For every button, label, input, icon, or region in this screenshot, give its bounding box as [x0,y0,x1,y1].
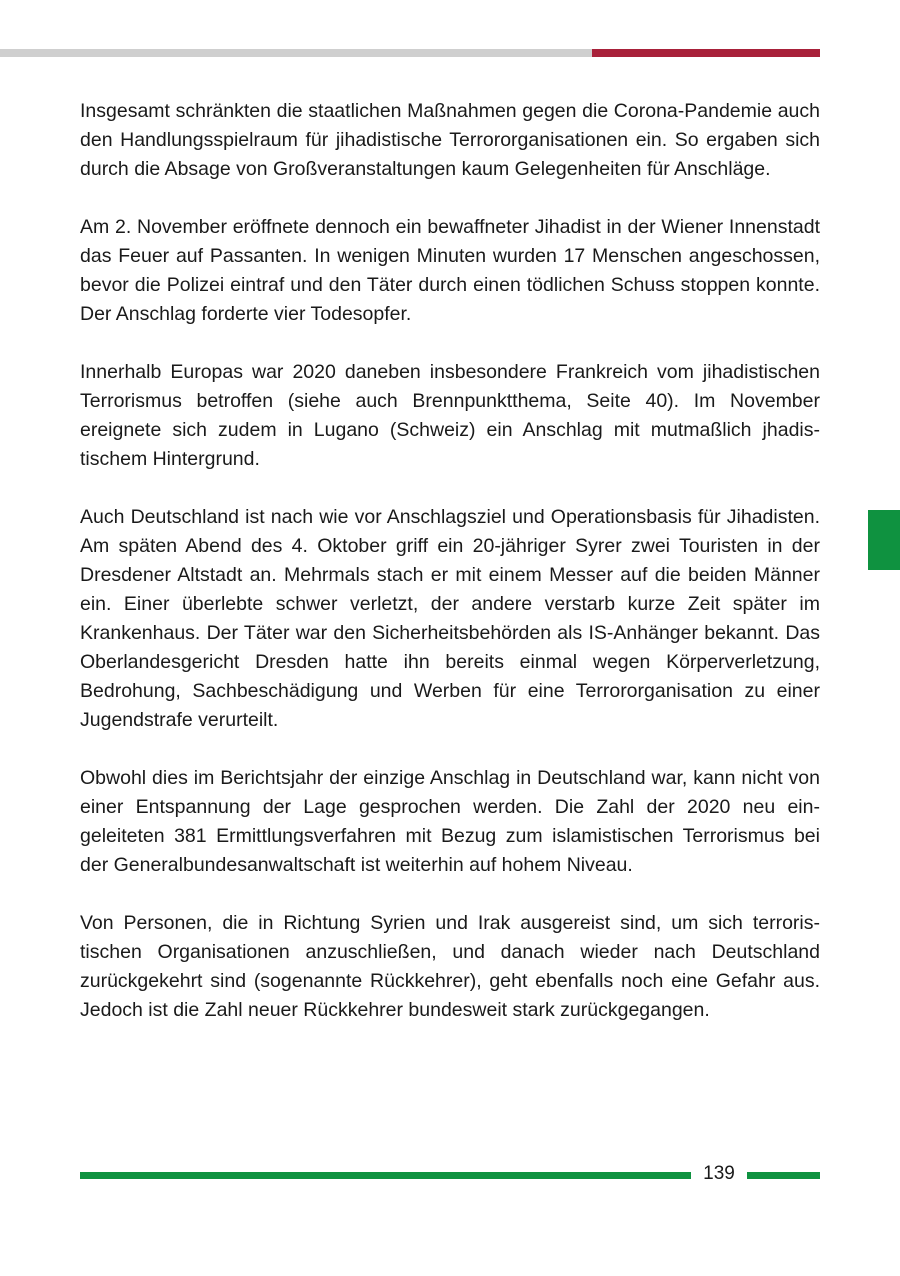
footer-rule-left [80,1172,691,1179]
body-text [80,97,820,1054]
paragraph-investigations: Obwohl dies im Berichtsjahr der einzige Anschlag in Deutschland war, kann nicht von einer Entspannung der Lage gesprochen werden. Die Zahl der 2020 neu eingeleiteten 381 Ermittlungsverfahren mit Bezug zum islamistischen Terrorismus bei der Generalbundesanwaltschaft ist weiterhin auf hohem Niveau. [80,767,820,876]
page-number: 139 [703,1163,735,1184]
header-accent-bar-gray [0,49,592,57]
paragraph-corona-measures: Insgesamt schränkten die staatlichen Maßnahmen gegen die Corona-Pandemie auch den Handlungsspielraum für jihadistische Terrororganisationen ein. So ergaben sich durch die Absage von Großveranstaltungen kaum Gelegenheiten für Anschläge. [80,100,820,180]
footer-rule-right [747,1172,820,1179]
paragraph-dresden-attack: Auch Deutschland ist nach wie vor Anschlagsziel und Operationsbasis für Jihadisten. Am späten Abend des 4. Oktober griff ein 20-jähriger Syrer zwei Touristen in der Dresdener Altstadt an. Mehrmals stach er mit einem Messer auf die beiden Männer ein. Einer überlebte schwer verletzt, der andere verstarb kurze Zeit später im Krankenhaus. Der Täter war den Sicherheitsbehörden als IS-Anhänger bekannt. Das Oberlandesgericht Dresden hatte ihn bereits einmal wegen Körperverletzung, Bedrohung, Sachbeschädigung und Werben für eine Terrororganisation zu einer Jugendstrafe verurteilt. [80,506,820,731]
paragraph-returnees: Von Personen, die in Richtung Syrien und Irak ausgereist sind, um sich terroristischen Organisationen anzuschließen, und danach wieder nach Deutschland zurückgekehrt sind (sogenannte Rückkehrer), geht ebenfalls noch eine Gefahr aus. Jedoch ist die Zahl neuer Rückkehrer bundesweit stark zurückgegangen. [80,912,820,1021]
paragraph-vienna-attack: Am 2. November eröffnete dennoch ein bewaffneter Jihadist in der Wiener Innenstadt das Feuer auf Passanten. In wenigen Minuten wurden 17 Menschen angeschossen, bevor die Polizei eintraf und den Täter durch einen tödlichen Schuss stoppen konnte. Der Anschlag forderte vier Todesopfer. [80,216,820,325]
chapter-side-tab [868,510,900,570]
paragraph-europe: Innerhalb Europas war 2020 daneben insbesondere Frankreich vom jihadistischen Terrorismus betroffen (siehe auch Brennpunktthema, Seite 40). Im November ereignete sich zudem in Lugano (Schweiz) ein Anschlag mit mutmaßlich jhadistischem Hintergrund. [80,361,820,470]
header-accent-bar-red [592,49,820,57]
